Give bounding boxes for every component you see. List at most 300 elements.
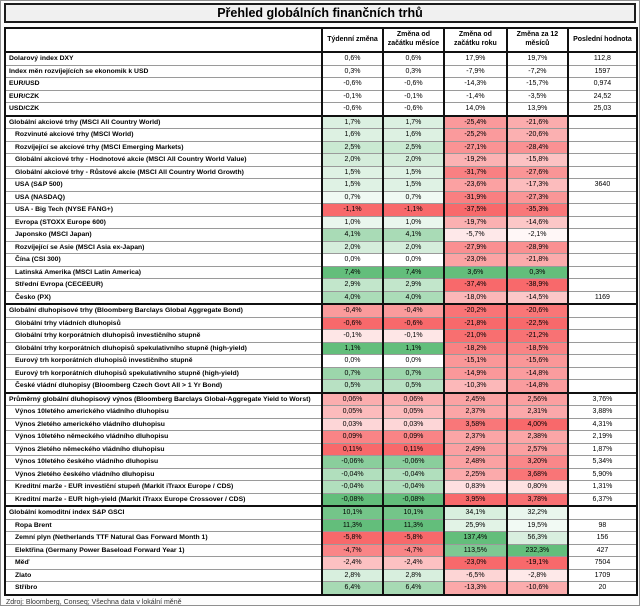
change-cell: -17,3% bbox=[507, 179, 568, 192]
change-cell: 0,09% bbox=[383, 431, 444, 444]
change-cell: 0,6% bbox=[383, 52, 444, 65]
change-cell: -0,1% bbox=[383, 330, 444, 343]
row-label: Japonsko (MSCI Japan) bbox=[5, 229, 322, 242]
last-value-cell bbox=[568, 342, 637, 355]
row-label: Česko (PX) bbox=[5, 291, 322, 304]
row-label: Globální akciové trhy - Hodnotové akcie (MSCI All Country World Value) bbox=[5, 154, 322, 167]
change-cell: 2,56% bbox=[507, 393, 568, 406]
change-cell: -18,5% bbox=[507, 342, 568, 355]
table-row bbox=[5, 342, 637, 355]
change-cell: 1,7% bbox=[383, 116, 444, 129]
change-cell: -2,1% bbox=[507, 229, 568, 242]
row-label: Výnos 2letého českého vládního dluhopisu bbox=[5, 468, 322, 481]
table-row bbox=[5, 78, 637, 91]
last-value-cell: 5,90% bbox=[568, 468, 637, 481]
change-cell: 1,6% bbox=[322, 129, 383, 142]
row-label: Kreditní marže - EUR high-yield (Markit iTraxx Europe Crossover / CDS) bbox=[5, 493, 322, 506]
change-cell: 2,48% bbox=[444, 456, 507, 469]
row-label: Rozvíjející se Asie (MSCI Asia ex-Japan) bbox=[5, 241, 322, 254]
table-row bbox=[5, 116, 637, 129]
change-cell: -18,0% bbox=[444, 291, 507, 304]
change-cell: 113,5% bbox=[444, 544, 507, 557]
change-cell: -0,08% bbox=[322, 493, 383, 506]
change-cell: -20,2% bbox=[444, 304, 507, 317]
change-cell: 232,3% bbox=[507, 544, 568, 557]
change-cell: 4,1% bbox=[383, 229, 444, 242]
change-cell: 2,9% bbox=[383, 279, 444, 292]
last-value-cell: 1597 bbox=[568, 65, 637, 78]
change-cell: 0,06% bbox=[322, 393, 383, 406]
change-cell: 2,0% bbox=[322, 241, 383, 254]
change-cell: 11,3% bbox=[383, 519, 444, 532]
corner-cell bbox=[5, 28, 322, 52]
last-value-cell: 156 bbox=[568, 532, 637, 545]
change-cell: -28,4% bbox=[507, 141, 568, 154]
change-cell: -2,4% bbox=[322, 557, 383, 570]
change-cell: 34,1% bbox=[444, 506, 507, 519]
row-label: Rozvinuté akciové trhy (MSCI World) bbox=[5, 129, 322, 142]
page-title: Přehled globálních finančních trhů bbox=[4, 3, 636, 23]
change-cell: 1,1% bbox=[322, 342, 383, 355]
change-cell: -1,4% bbox=[444, 90, 507, 103]
change-cell: 0,83% bbox=[444, 481, 507, 494]
last-value-cell bbox=[568, 191, 637, 204]
table-row bbox=[5, 304, 637, 317]
table-row bbox=[5, 418, 637, 431]
change-cell: -27,1% bbox=[444, 141, 507, 154]
table-row bbox=[5, 166, 637, 179]
last-value-cell bbox=[568, 166, 637, 179]
change-cell: 0,11% bbox=[383, 443, 444, 456]
table-row bbox=[5, 90, 637, 103]
column-header-0: Týdenní změna bbox=[322, 28, 383, 52]
last-value-cell: 7504 bbox=[568, 557, 637, 570]
last-value-cell bbox=[568, 204, 637, 217]
change-cell: 3,95% bbox=[444, 493, 507, 506]
change-cell: 4,00% bbox=[507, 418, 568, 431]
change-cell: -0,6% bbox=[322, 317, 383, 330]
row-label: Střední Evropa (CECEEUR) bbox=[5, 279, 322, 292]
change-cell: -0,6% bbox=[383, 103, 444, 116]
change-cell: 0,7% bbox=[322, 191, 383, 204]
last-value-cell: 427 bbox=[568, 544, 637, 557]
last-value-cell: 4,31% bbox=[568, 418, 637, 431]
change-cell: -4,7% bbox=[383, 544, 444, 557]
table-row bbox=[5, 191, 637, 204]
last-value-cell bbox=[568, 141, 637, 154]
table-row bbox=[5, 519, 637, 532]
change-cell: 0,80% bbox=[507, 481, 568, 494]
change-cell: 17,9% bbox=[444, 52, 507, 65]
change-cell: -28,9% bbox=[507, 241, 568, 254]
change-cell: -0,04% bbox=[383, 468, 444, 481]
table-row bbox=[5, 129, 637, 142]
change-cell: -23,6% bbox=[444, 179, 507, 192]
last-value-cell: 6,37% bbox=[568, 493, 637, 506]
change-cell: -1,1% bbox=[322, 204, 383, 217]
table-row bbox=[5, 141, 637, 154]
last-value-cell: 20 bbox=[568, 582, 637, 595]
table-row bbox=[5, 367, 637, 380]
last-value-cell bbox=[568, 304, 637, 317]
column-header-3: Změna za 12 měsíců bbox=[507, 28, 568, 52]
change-cell: -15,7% bbox=[507, 78, 568, 91]
change-cell: -14,5% bbox=[507, 291, 568, 304]
row-label: Dolarový index DXY bbox=[5, 52, 322, 65]
change-cell: 4,1% bbox=[322, 229, 383, 242]
change-cell: 2,9% bbox=[322, 279, 383, 292]
header-row bbox=[5, 28, 637, 52]
change-cell: -5,7% bbox=[444, 229, 507, 242]
column-header-2: Změna od začátku roku bbox=[444, 28, 507, 52]
row-label: Průměrný globální dluhopisový výnos (Bloomberg Barclays Global-Aggregate Yield to Worst) bbox=[5, 393, 322, 406]
row-label: Ropa Brent bbox=[5, 519, 322, 532]
change-cell: 1,0% bbox=[322, 216, 383, 229]
row-label: Globální dluhopisové trhy (Bloomberg Barclays Global Aggregate Bond) bbox=[5, 304, 322, 317]
table-row bbox=[5, 52, 637, 65]
row-label: Výnos 10letého německého vládního dluhopisu bbox=[5, 431, 322, 444]
change-cell: -0,04% bbox=[383, 481, 444, 494]
change-cell: -0,04% bbox=[322, 468, 383, 481]
last-value-cell: 3640 bbox=[568, 179, 637, 192]
change-cell: -14,8% bbox=[507, 380, 568, 393]
change-cell: 4,0% bbox=[322, 291, 383, 304]
last-value-cell: 3,88% bbox=[568, 406, 637, 419]
column-header-1: Změna od začátku měsíce bbox=[383, 28, 444, 52]
change-cell: -4,7% bbox=[322, 544, 383, 557]
row-label: USA (S&P 500) bbox=[5, 179, 322, 192]
change-cell: -0,1% bbox=[383, 90, 444, 103]
change-cell: -14,9% bbox=[444, 367, 507, 380]
change-cell: -18,2% bbox=[444, 342, 507, 355]
change-cell: 7,4% bbox=[322, 266, 383, 279]
row-label: EUR/CZK bbox=[5, 90, 322, 103]
last-value-cell: 24,52 bbox=[568, 90, 637, 103]
change-cell: 0,0% bbox=[383, 254, 444, 267]
last-value-cell bbox=[568, 116, 637, 129]
row-label: Výnos 10letého českého vládního dluhopisu bbox=[5, 456, 322, 469]
table-row bbox=[5, 216, 637, 229]
change-cell: 2,37% bbox=[444, 406, 507, 419]
change-cell: 0,0% bbox=[383, 355, 444, 368]
change-cell: 3,6% bbox=[444, 266, 507, 279]
row-label: Výnos 2letého německého vládního dluhopisu bbox=[5, 443, 322, 456]
change-cell: 1,6% bbox=[383, 129, 444, 142]
change-cell: 2,8% bbox=[322, 569, 383, 582]
change-cell: -10,6% bbox=[507, 582, 568, 595]
table-row bbox=[5, 241, 637, 254]
source-note: Zdroj: Bloomberg, Conseq; Všechna data v lokální měně bbox=[6, 598, 182, 606]
last-value-cell: 1709 bbox=[568, 569, 637, 582]
change-cell: 0,3% bbox=[322, 65, 383, 78]
change-cell: -1,1% bbox=[383, 204, 444, 217]
change-cell: -37,5% bbox=[444, 204, 507, 217]
table-row bbox=[5, 393, 637, 406]
change-cell: 0,7% bbox=[383, 367, 444, 380]
row-label: Evropa (STOXX Europe 600) bbox=[5, 216, 322, 229]
change-cell: -35,3% bbox=[507, 204, 568, 217]
change-cell: 25,9% bbox=[444, 519, 507, 532]
change-cell: -5,8% bbox=[383, 532, 444, 545]
change-cell: 4,0% bbox=[383, 291, 444, 304]
change-cell: 1,5% bbox=[322, 179, 383, 192]
change-cell: 2,37% bbox=[444, 431, 507, 444]
table-header bbox=[5, 28, 637, 52]
row-label: Globální akciové trhy - Růstové akcie (MSCI All Country World Growth) bbox=[5, 166, 322, 179]
table-row bbox=[5, 544, 637, 557]
change-cell: -2,8% bbox=[507, 569, 568, 582]
row-label: Výnos 10letého amerického vládního dluhopisu bbox=[5, 406, 322, 419]
table-row bbox=[5, 330, 637, 343]
change-cell: -21,0% bbox=[444, 330, 507, 343]
change-cell: 137,4% bbox=[444, 532, 507, 545]
change-cell: -0,6% bbox=[383, 317, 444, 330]
table-row bbox=[5, 266, 637, 279]
change-cell: 0,03% bbox=[383, 418, 444, 431]
table-row bbox=[5, 204, 637, 217]
change-cell: -25,4% bbox=[444, 116, 507, 129]
change-cell: 0,6% bbox=[322, 52, 383, 65]
change-cell: -21,6% bbox=[507, 116, 568, 129]
change-cell: 2,5% bbox=[322, 141, 383, 154]
table-row bbox=[5, 456, 637, 469]
row-label: Čína (CSI 300) bbox=[5, 254, 322, 267]
last-value-cell bbox=[568, 216, 637, 229]
row-label: USA - Big Tech (NYSE FANG+) bbox=[5, 204, 322, 217]
change-cell: 0,03% bbox=[322, 418, 383, 431]
change-cell: -5,8% bbox=[322, 532, 383, 545]
change-cell: -21,8% bbox=[444, 317, 507, 330]
change-cell: -21,2% bbox=[507, 330, 568, 343]
last-value-cell: 1169 bbox=[568, 291, 637, 304]
change-cell: -31,7% bbox=[444, 166, 507, 179]
last-value-cell: 112,8 bbox=[568, 52, 637, 65]
change-cell: -25,2% bbox=[444, 129, 507, 142]
change-cell: 19,5% bbox=[507, 519, 568, 532]
change-cell: 32,2% bbox=[507, 506, 568, 519]
change-cell: 0,05% bbox=[322, 406, 383, 419]
change-cell: 7,4% bbox=[383, 266, 444, 279]
change-cell: -27,6% bbox=[507, 166, 568, 179]
last-value-cell: 25,03 bbox=[568, 103, 637, 116]
change-cell: 0,05% bbox=[383, 406, 444, 419]
last-value-cell bbox=[568, 367, 637, 380]
change-cell: 2,38% bbox=[507, 431, 568, 444]
table-row bbox=[5, 443, 637, 456]
table-row bbox=[5, 468, 637, 481]
table-row bbox=[5, 279, 637, 292]
change-cell: -0,08% bbox=[383, 493, 444, 506]
change-cell: -7,9% bbox=[444, 65, 507, 78]
change-cell: -27,3% bbox=[507, 191, 568, 204]
change-cell: -19,7% bbox=[444, 216, 507, 229]
change-cell: -0,1% bbox=[322, 330, 383, 343]
row-label: USA (NASDAQ) bbox=[5, 191, 322, 204]
table-row bbox=[5, 557, 637, 570]
change-cell: -20,6% bbox=[507, 129, 568, 142]
change-cell: -21,8% bbox=[507, 254, 568, 267]
change-cell: 0,3% bbox=[383, 65, 444, 78]
last-value-cell: 0,974 bbox=[568, 78, 637, 91]
table-row bbox=[5, 65, 637, 78]
change-cell: -13,3% bbox=[444, 582, 507, 595]
change-cell: -0,06% bbox=[383, 456, 444, 469]
table-row bbox=[5, 569, 637, 582]
row-label: Globální trhy korporátních dluhopisů investičního stupně bbox=[5, 330, 322, 343]
change-cell: 1,5% bbox=[383, 179, 444, 192]
last-value-cell: 5,34% bbox=[568, 456, 637, 469]
change-cell: -0,1% bbox=[322, 90, 383, 103]
row-label: Index měn rozvíjejících se ekonomik k USD bbox=[5, 65, 322, 78]
change-cell: 0,09% bbox=[322, 431, 383, 444]
change-cell: 2,8% bbox=[383, 569, 444, 582]
change-cell: 2,0% bbox=[383, 241, 444, 254]
table-row bbox=[5, 406, 637, 419]
change-cell: 13,9% bbox=[507, 103, 568, 116]
table-row bbox=[5, 355, 637, 368]
change-cell: 2,57% bbox=[507, 443, 568, 456]
last-value-cell bbox=[568, 266, 637, 279]
row-label: Globální trhy vládních dluhopisů bbox=[5, 317, 322, 330]
last-value-cell: 98 bbox=[568, 519, 637, 532]
last-value-cell bbox=[568, 317, 637, 330]
row-label: USD/CZK bbox=[5, 103, 322, 116]
change-cell: -23,0% bbox=[444, 557, 507, 570]
change-cell: 56,3% bbox=[507, 532, 568, 545]
table-row bbox=[5, 582, 637, 595]
market-table bbox=[4, 27, 638, 596]
change-cell: -15,8% bbox=[507, 154, 568, 167]
change-cell: -15,1% bbox=[444, 355, 507, 368]
change-cell: 3,68% bbox=[507, 468, 568, 481]
table-row bbox=[5, 481, 637, 494]
table-row bbox=[5, 154, 637, 167]
row-label: Měď bbox=[5, 557, 322, 570]
row-label: Výnos 2letého amerického vládního dluhopisu bbox=[5, 418, 322, 431]
last-value-cell bbox=[568, 380, 637, 393]
table-row bbox=[5, 431, 637, 444]
table-row bbox=[5, 506, 637, 519]
change-cell: -14,6% bbox=[507, 216, 568, 229]
change-cell: -14,3% bbox=[444, 78, 507, 91]
change-cell: 0,7% bbox=[322, 367, 383, 380]
row-label: Zlato bbox=[5, 569, 322, 582]
change-cell: -20,6% bbox=[507, 304, 568, 317]
change-cell: -15,6% bbox=[507, 355, 568, 368]
table-row bbox=[5, 291, 637, 304]
table-row bbox=[5, 254, 637, 267]
change-cell: -22,5% bbox=[507, 317, 568, 330]
change-cell: 2,0% bbox=[383, 154, 444, 167]
row-label: Eurový trh korporátních dluhopisů investičního stupně bbox=[5, 355, 322, 368]
change-cell: -0,04% bbox=[322, 481, 383, 494]
table-row bbox=[5, 179, 637, 192]
row-label: České vládní dluhopisy (Bloomberg Czech Govt All > 1 Yr Bond) bbox=[5, 380, 322, 393]
column-header-4: Poslední hodnota bbox=[568, 28, 637, 52]
change-cell: 14,0% bbox=[444, 103, 507, 116]
change-cell: 0,0% bbox=[322, 254, 383, 267]
change-cell: -3,5% bbox=[507, 90, 568, 103]
change-cell: -38,9% bbox=[507, 279, 568, 292]
change-cell: -10,3% bbox=[444, 380, 507, 393]
change-cell: 6,4% bbox=[322, 582, 383, 595]
last-value-cell bbox=[568, 154, 637, 167]
change-cell: 2,25% bbox=[444, 468, 507, 481]
last-value-cell: 1,31% bbox=[568, 481, 637, 494]
change-cell: 1,5% bbox=[383, 166, 444, 179]
change-cell: -31,9% bbox=[444, 191, 507, 204]
change-cell: -0,06% bbox=[322, 456, 383, 469]
change-cell: -7,2% bbox=[507, 65, 568, 78]
row-label: Elektřina (Germany Power Baseload Forward Year 1) bbox=[5, 544, 322, 557]
change-cell: -27,9% bbox=[444, 241, 507, 254]
row-label: Stříbro bbox=[5, 582, 322, 595]
row-label: Zemní plyn (Netherlands TTF Natural Gas Forward Month 1) bbox=[5, 532, 322, 545]
last-value-cell bbox=[568, 229, 637, 242]
change-cell: 3,58% bbox=[444, 418, 507, 431]
change-cell: 1,0% bbox=[383, 216, 444, 229]
change-cell: 0,0% bbox=[322, 355, 383, 368]
change-cell: 2,31% bbox=[507, 406, 568, 419]
change-cell: -0,6% bbox=[322, 78, 383, 91]
change-cell: -19,1% bbox=[507, 557, 568, 570]
change-cell: 0,7% bbox=[383, 191, 444, 204]
change-cell: 2,5% bbox=[383, 141, 444, 154]
row-label: Globální trhy korporátních dluhopisů spekulativního stupně (high-yield) bbox=[5, 342, 322, 355]
last-value-cell: 1,87% bbox=[568, 443, 637, 456]
change-cell: 0,06% bbox=[383, 393, 444, 406]
last-value-cell bbox=[568, 330, 637, 343]
change-cell: 11,3% bbox=[322, 519, 383, 532]
change-cell: 6,4% bbox=[383, 582, 444, 595]
change-cell: 1,1% bbox=[383, 342, 444, 355]
table-body bbox=[5, 52, 637, 595]
change-cell: -0,6% bbox=[322, 103, 383, 116]
change-cell: 2,45% bbox=[444, 393, 507, 406]
last-value-cell bbox=[568, 129, 637, 142]
table-row bbox=[5, 532, 637, 545]
row-label: EUR/USD bbox=[5, 78, 322, 91]
change-cell: 19,7% bbox=[507, 52, 568, 65]
last-value-cell bbox=[568, 506, 637, 519]
change-cell: 0,3% bbox=[507, 266, 568, 279]
change-cell: -6,5% bbox=[444, 569, 507, 582]
table-row bbox=[5, 380, 637, 393]
last-value-cell bbox=[568, 254, 637, 267]
table-row bbox=[5, 493, 637, 506]
last-value-cell bbox=[568, 241, 637, 254]
change-cell: 0,11% bbox=[322, 443, 383, 456]
change-cell: -0,6% bbox=[383, 78, 444, 91]
change-cell: -0,4% bbox=[322, 304, 383, 317]
change-cell: 3,78% bbox=[507, 493, 568, 506]
last-value-cell bbox=[568, 355, 637, 368]
change-cell: -37,4% bbox=[444, 279, 507, 292]
table-row bbox=[5, 229, 637, 242]
change-cell: 2,49% bbox=[444, 443, 507, 456]
change-cell: 0,5% bbox=[322, 380, 383, 393]
change-cell: -2,4% bbox=[383, 557, 444, 570]
change-cell: -14,8% bbox=[507, 367, 568, 380]
change-cell: 10,1% bbox=[322, 506, 383, 519]
change-cell: 2,0% bbox=[322, 154, 383, 167]
change-cell: 1,7% bbox=[322, 116, 383, 129]
last-value-cell bbox=[568, 279, 637, 292]
row-label: Rozvíjející se akciové trhy (MSCI Emerging Markets) bbox=[5, 141, 322, 154]
row-label: Globální akciové trhy (MSCI All Country World) bbox=[5, 116, 322, 129]
row-label: Eurový trh korporátních dluhopisů spekulativního stupně (high-yield) bbox=[5, 367, 322, 380]
change-cell: 10,1% bbox=[383, 506, 444, 519]
